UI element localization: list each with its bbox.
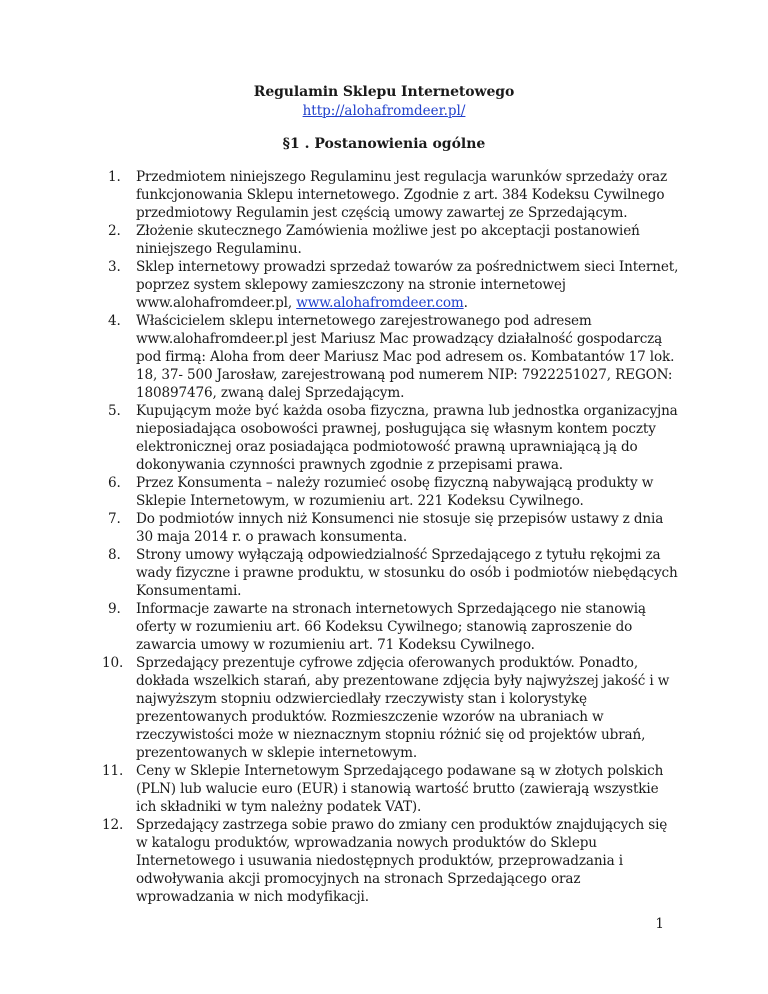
list-item-number: 7. (108, 511, 121, 527)
page-number: 1 (655, 916, 664, 932)
list-item-number: 9. (108, 601, 121, 617)
list-item-text: Informacje zawarte na stronach internetowych Sprzedającego nie stanowią oferty w rozumieniu art. 66 Kodeksu Cywilnego; stanowią zaproszenie do zawarcia umowy w rozumieniu art. 71 Kodeksu Cywilnego. (136, 601, 646, 653)
list-item (110, 258, 682, 312)
list-item-text-end: . (463, 295, 468, 311)
alohafromdeer-com-link[interactable]: www.alohafromdeer.com (296, 295, 464, 311)
list-item-number: 4. (108, 313, 121, 329)
list-item (102, 816, 682, 906)
list-item-text: Do podmiotów innych niż Konsumenci nie stosuje się przepisów ustawy z dnia 30 maja 2014 r. o prawach konsumenta. (136, 511, 664, 545)
list-item-number: 12. (102, 817, 124, 833)
list-item (110, 546, 682, 600)
section-heading: §1 . Postanowienia ogólne (282, 136, 486, 152)
list-item (102, 654, 682, 762)
rules-list (102, 168, 682, 906)
list-item (110, 222, 682, 258)
list-item (110, 510, 682, 546)
list-item (110, 600, 682, 654)
list-item-number: 2. (108, 223, 121, 239)
list-item (110, 312, 682, 402)
list-item-number: 5. (108, 403, 121, 419)
list-item-text: Strony umowy wyłączają odpowiedzialność Sprzedającego z tytułu rękojmi za wady fizyczne i prawne produktu, w stosunku do osób i podmiotów niebędących Konsumentami. (136, 547, 678, 599)
list-item (110, 402, 682, 474)
list-item-text: Sprzedający zastrzega sobie prawo do zmiany cen produktów znajdujących się w katalogu produktów, wprowadzania nowych produktów do Sklepu Internetowego i usuwania niedostępnych produktów, przeprowadzania i odwoływania akcji promocyjnych na stronach Sprzedającego oraz wprowadzania w nich modyfikacji. (136, 817, 668, 905)
list-item-number: 6. (108, 475, 121, 491)
list-item (110, 474, 682, 510)
list-item-text: Złożenie skutecznego Zamówienia możliwe jest po akceptacji postanowień niniejszego Regulaminu. (136, 223, 640, 257)
list-item (110, 168, 682, 222)
list-item-number: 10. (102, 655, 124, 671)
list-item-text: Właścicielem sklepu internetowego zarejestrowanego pod adresem www.alohafromdeer.pl jest Mariusz Mac prowadzący działalność gospodarczą pod firmą: Aloha from deer Mariusz Mac pod adresem os. Kombatantów 17 lok. 18, 37- 500 Jarosław, zarejestrowaną pod numerem NIP: 7922251027, REGON: 180897476, zwaną dalej Sprzedającym. (136, 313, 675, 401)
store-url-link[interactable]: http://alohafromdeer.pl/ (302, 103, 466, 119)
list-item-number: 3. (108, 259, 121, 275)
list-item-text: Przedmiotem niniejszego Regulaminu jest regulacja warunków sprzedaży oraz funkcjonowania Sklepu internetowego. Zgodnie z art. 384 Kodeksu Cywilnego przedmiotowy Regulamin jest częścią umowy zawartej ze Sprzedającym. (136, 169, 668, 221)
list-item-text: Przez Konsumenta – należy rozumieć osobę fizyczną nabywającą produkty w Sklepie Internetowym, w rozumieniu art. 221 Kodeksu Cywilnego. (136, 475, 654, 509)
store-url-line (0, 103, 768, 119)
list-item-number: 1. (108, 169, 121, 185)
document-title: Regulamin Sklepu Internetowego (253, 84, 515, 100)
list-item-text: Ceny w Sklepie Internetowym Sprzedającego podawane są w złotych polskich (PLN) lub walucie euro (EUR) i stanowią wartość brutto (zawierają wszystkie ich składniki w tym należny podatek VAT). (136, 763, 664, 815)
list-item-text: Sklep internetowy prowadzi sprzedaż towarów za pośrednictwem sieci Internet, poprzez system sklepowy zamieszczony na stronie internetowej www.alohafromdeer.pl, (136, 259, 679, 311)
list-item-text: Sprzedający prezentuje cyfrowe zdjęcia oferowanych produktów. Ponadto, dokłada wszelkich starań, aby prezentowane zdjęcia były najwyższej jakość i w najwyższym stopniu odzwierciedlały rzeczywisty stan i kolorystykę prezentowanych produktów. Rozmieszczenie wzorów na ubraniach w rzeczywistości może w nieznacznym stopniu różnić się od projektów ubrań, prezentowanych w sklepie internetowym. (136, 655, 670, 761)
list-item-number: 11. (102, 763, 124, 779)
list-item-text: Kupującym może być każda osoba fizyczna, prawna lub jednostka organizacyjna nieposiadająca osobowości prawnej, posługująca się własnym kontem poczty elektronicznej oraz posiadająca podmiotowość prawną uprawniającą ją do dokonywania czynności prawnych zgodnie z przepisami prawa. (136, 403, 678, 473)
list-item-number: 8. (108, 547, 121, 563)
list-item (102, 762, 682, 816)
